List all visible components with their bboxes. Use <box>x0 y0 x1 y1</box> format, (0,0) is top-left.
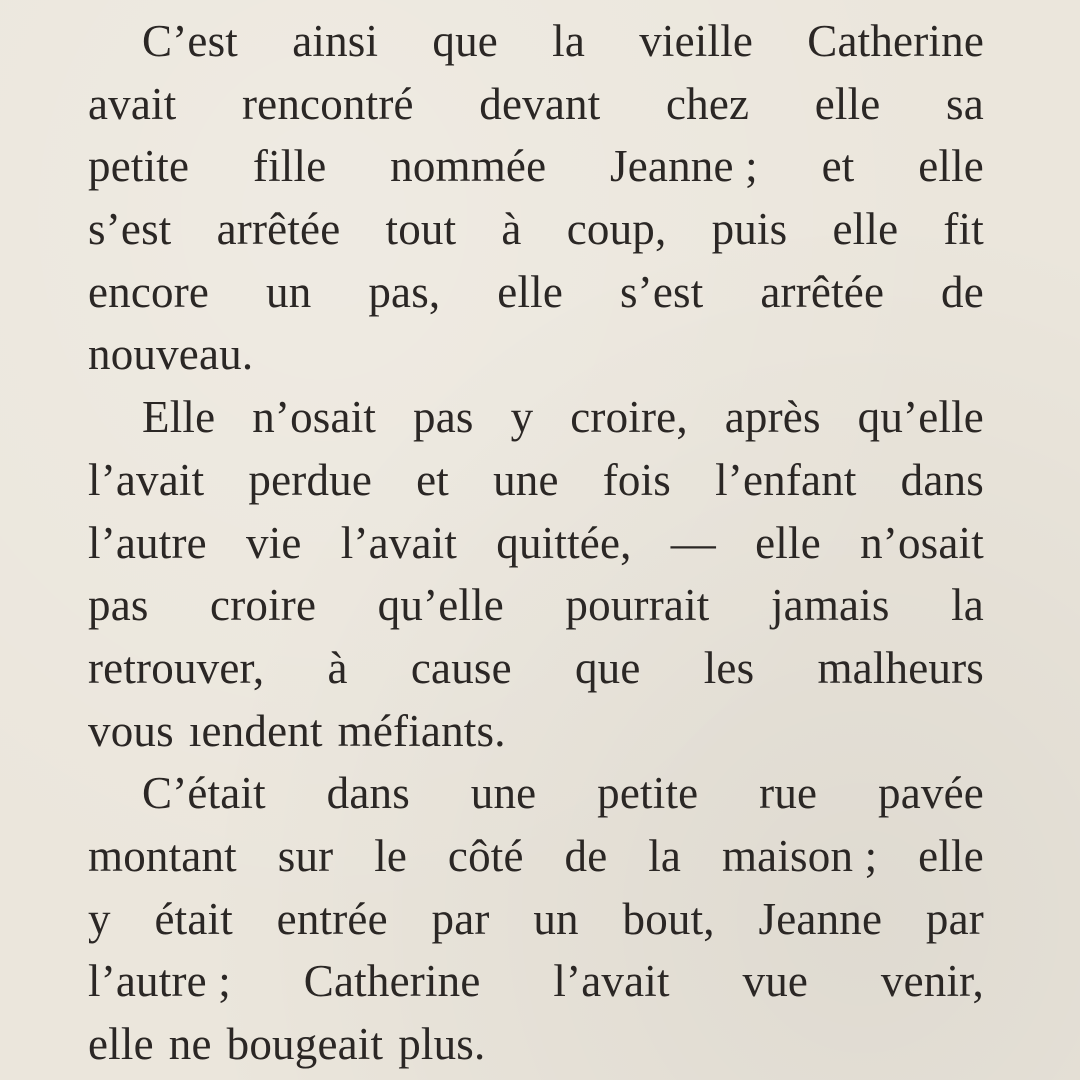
word: l’avait <box>88 454 205 505</box>
word: encore <box>88 266 210 317</box>
word: une <box>470 768 537 819</box>
word: vue <box>742 956 809 1007</box>
word: la <box>648 830 682 881</box>
word: par <box>925 893 984 944</box>
text-line <box>88 1013 984 1076</box>
word: l’enfant <box>715 454 857 505</box>
word: chez <box>665 78 750 129</box>
word: et <box>821 141 855 192</box>
word: Catherine <box>807 16 984 66</box>
word: à <box>501 204 522 255</box>
word: vous <box>88 705 174 756</box>
word: petite <box>88 141 190 192</box>
word: que <box>432 16 498 66</box>
word: elle <box>918 830 984 881</box>
word: que <box>574 642 641 693</box>
word: bout, <box>622 893 715 944</box>
word: elle <box>755 517 821 568</box>
word: dans <box>900 454 984 505</box>
word: nouveau. <box>88 329 254 380</box>
word: arrêtée <box>216 204 341 255</box>
word: venir, <box>880 956 984 1007</box>
word: vie <box>246 517 302 568</box>
word: Elle <box>142 392 216 443</box>
word: elle <box>918 141 984 192</box>
text-line <box>88 386 984 449</box>
word: pas <box>413 392 474 443</box>
word: jamais <box>770 580 890 631</box>
word: méfiants. <box>337 705 506 756</box>
word: montant <box>88 830 237 881</box>
word: rue <box>759 768 818 819</box>
text-line <box>88 950 984 1013</box>
word: C’était <box>142 768 266 819</box>
word: tout <box>385 204 457 255</box>
word: malheurs <box>817 642 984 693</box>
word: la <box>951 580 984 631</box>
word: était <box>154 893 233 944</box>
word: Catherine <box>303 956 481 1007</box>
word: le <box>374 830 408 881</box>
word: l’avait <box>340 517 458 568</box>
word: puis <box>711 204 788 255</box>
word: C’est <box>142 16 238 66</box>
word: perdue <box>248 454 373 505</box>
word: y <box>510 392 534 443</box>
word: cause <box>410 642 512 693</box>
word: fois <box>602 454 672 505</box>
word: l’autre ; <box>88 956 231 1007</box>
word: sur <box>277 830 334 881</box>
paragraph <box>88 386 984 762</box>
text-line <box>88 825 984 888</box>
word: bougeait <box>226 1019 384 1069</box>
text-line <box>88 574 984 637</box>
word: s’est <box>619 266 704 317</box>
word: l’avait <box>553 956 670 1007</box>
word: n’osait <box>252 392 377 443</box>
word: qu’elle <box>377 580 504 631</box>
word: pourrait <box>565 580 710 631</box>
word: un <box>533 893 579 944</box>
word: s’est <box>88 204 172 255</box>
word: ne <box>168 1019 212 1069</box>
word: avait <box>88 78 177 129</box>
word: et <box>416 454 449 505</box>
text-line <box>88 637 984 700</box>
word: la <box>552 16 586 66</box>
paragraph <box>88 10 984 386</box>
word: une <box>493 454 559 505</box>
word: elle <box>497 266 564 317</box>
text-line <box>88 512 984 575</box>
word: y <box>88 893 111 944</box>
word: un <box>266 266 312 317</box>
text-line <box>88 198 984 261</box>
word: pas <box>88 580 149 631</box>
word: coup, <box>566 204 667 255</box>
word: à <box>327 642 348 693</box>
word: elle <box>832 204 899 255</box>
word: croire, <box>570 392 688 443</box>
text-line <box>88 323 984 386</box>
word: qu’elle <box>857 392 984 443</box>
word: ainsi <box>292 16 379 66</box>
word: elle <box>814 78 881 129</box>
word: entrée <box>276 893 388 944</box>
word: rencontré <box>242 78 414 129</box>
text-block <box>88 10 984 1076</box>
word: dans <box>326 768 410 819</box>
word: quittée, <box>496 517 632 568</box>
word: sa <box>946 78 984 129</box>
word: pas, <box>368 266 441 317</box>
text-line <box>88 73 984 136</box>
word: Jeanne <box>758 893 883 944</box>
word: arrêtée <box>760 266 885 317</box>
word: pavée <box>878 768 984 819</box>
text-line <box>88 888 984 951</box>
paragraph <box>88 762 984 1075</box>
word: — <box>670 517 716 568</box>
word: maison ; <box>721 830 878 881</box>
word: de <box>941 266 984 317</box>
word: retrouver, <box>88 642 265 693</box>
word: l’autre <box>88 517 207 568</box>
text-line <box>88 135 984 198</box>
word: elle <box>88 1019 154 1069</box>
text-line <box>88 449 984 512</box>
word: petite <box>597 768 699 819</box>
text-line <box>88 261 984 324</box>
word: de <box>564 830 608 881</box>
word: Jeanne ; <box>610 141 758 192</box>
text-line <box>88 10 984 73</box>
text-line <box>88 700 984 763</box>
word: vieille <box>639 16 754 66</box>
word: côté <box>447 830 524 881</box>
word: après <box>724 392 821 443</box>
word: croire <box>210 580 317 631</box>
word: par <box>431 893 490 944</box>
text-line <box>88 762 984 825</box>
word: nommée <box>390 141 547 192</box>
word: ıendent <box>188 705 323 756</box>
word: plus. <box>398 1019 486 1069</box>
word: n’osait <box>860 517 984 568</box>
word: fit <box>943 204 984 255</box>
word: les <box>703 642 755 693</box>
word: devant <box>479 78 601 129</box>
word: fille <box>252 141 327 192</box>
